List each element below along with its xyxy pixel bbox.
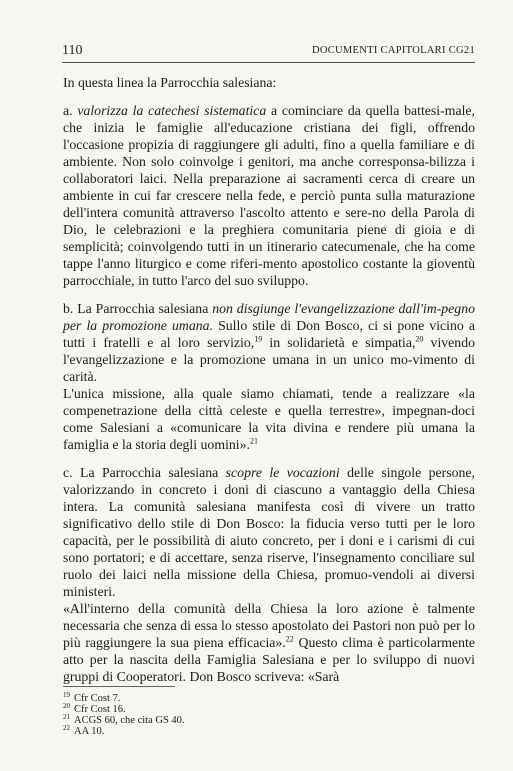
paragraph-b-label: b. La Parrocchia salesiana xyxy=(63,301,213,316)
footnote xyxy=(63,712,475,726)
intro-paragraph: In questa linea la Parrocchia salesiana: xyxy=(63,75,277,90)
paragraph-c-continuation-text-2: Questo clima è particolarmente atto per la nascita della Famiglia Salesiana e per lo sviluppo di nuovi gruppi di Cooperatori. Don Bosco scriveva: «Sarà xyxy=(63,635,475,684)
page-header xyxy=(62,40,475,63)
footnote-number: 22 xyxy=(63,723,70,732)
paragraph-b-continuation xyxy=(63,385,475,453)
paragraph-b-text-1: Sullo stile di Don Bosco, ci si pone vicino a tutti i fratelli e al loro servizio, xyxy=(63,318,475,350)
running-title: DOCUMENTI CAPITOLARI CG21 xyxy=(311,45,475,56)
paragraph-c xyxy=(63,464,475,600)
footnote-text: Cfr Cost 7. xyxy=(74,693,121,704)
footnote-ref-19: 19 xyxy=(254,334,263,344)
footnote-ref-22: 22 xyxy=(285,634,294,644)
paragraph-c-continuation-text-1: «All'interno della comunità della Chiesa la loro azione è talmente necessaria che senza di essa lo stesso apostolato dei Pastori non può per lo più raggiungere la sua piena efficacia». xyxy=(63,601,475,650)
footnote xyxy=(63,690,475,704)
footnote-number: 19 xyxy=(63,690,70,699)
footnote-divider xyxy=(63,686,175,687)
footnote-text: AA 10. xyxy=(74,726,105,737)
paragraph-a xyxy=(63,102,475,289)
paragraph-b-emphasis: non disgiunge l'evangelizzazione dall'im-pegno per la promozione umana. xyxy=(63,301,476,333)
paragraph-c-continuation xyxy=(63,600,475,685)
footnote-number: 20 xyxy=(63,701,70,710)
paragraph-a-emphasis: valorizza la catechesi sistematica xyxy=(77,103,267,118)
page-number: 110 xyxy=(62,43,83,58)
paragraph-a-label: a. xyxy=(63,103,78,118)
footnote-number: 21 xyxy=(63,712,70,721)
footnote-text: Cfr Cost 16. xyxy=(74,704,126,715)
paragraph-a-text: a cominciare da quella battesi-male, che inizia le famiglie all'educazione cristiana dei figli, offrendo l'occasione propizia di raggiungere gli adulti, fino a quella familiare e di ambiente. Non solo coinvolge i genitori, ma anche corresponsa-bilizza i collaboratori laici. Nella preparazione ai sacramenti cerca di creare un ambiente in cui far crescere nella fede, e perciò punta sulla maturazione dell'intera comunità attraverso l'ascolto attento e sere-no della Parola di Dio, le celebrazioni e la preghiera comunitaria piene di gioia e di semplicità; coinvolgendo tutti in un itinerario catecumenale, che ha come tappe l'anno liturgico e come riferi-mento apostolico costante la gioventù parrocchiale, in tutto l'arco del suo sviluppo. xyxy=(63,103,475,288)
paragraph-b xyxy=(63,300,475,385)
paragraph-c-emphasis: scopre le vocazioni xyxy=(225,465,340,480)
footnote-text: ACGS 60, che cita GS 40. xyxy=(74,715,185,726)
paragraph-b-text-3: vivendo l'evangelizzazione e la promozione umana in un unico mo-vimento di carità. xyxy=(63,335,475,384)
paragraph-c-label: c. La Parrocchia salesiana xyxy=(63,465,226,480)
footnote xyxy=(63,701,475,715)
footnotes xyxy=(63,690,475,737)
footnote-ref-21: 21 xyxy=(249,436,258,446)
footnote-ref-20: 20 xyxy=(415,334,424,344)
paragraph-c-text: delle singole persone, valorizzando in concreto i doni di ciascuno a vantaggio della Chiesa intera. La comunità salesiana manifesta così di vivere un tratto significativo dello stile di Don Bosco: la fiducia verso tutti per le loro capacità, per le possibilità di aiuto concreto, per i doni e i carismi di cui sono portatori; e di accettare, senza riserve, l'insegnamento conciliare sul ruolo dei laici nella missione della Chiesa, promuo-vendoli ai diversi ministeri. xyxy=(63,465,475,599)
paragraph-b-continuation-text: L'unica missione, alla quale siamo chiamati, tende a realizzare «la compenetrazione della città celeste e quella terrestre», impegnan-doci come Salesiani a «comunicare la vita divina e rendere più umana la famiglia e la storia degli uomini». xyxy=(63,386,475,452)
footnote xyxy=(63,723,475,737)
body-text xyxy=(63,74,475,685)
paragraph-b-text-2: in solidarietà e simpatia, xyxy=(262,335,416,350)
